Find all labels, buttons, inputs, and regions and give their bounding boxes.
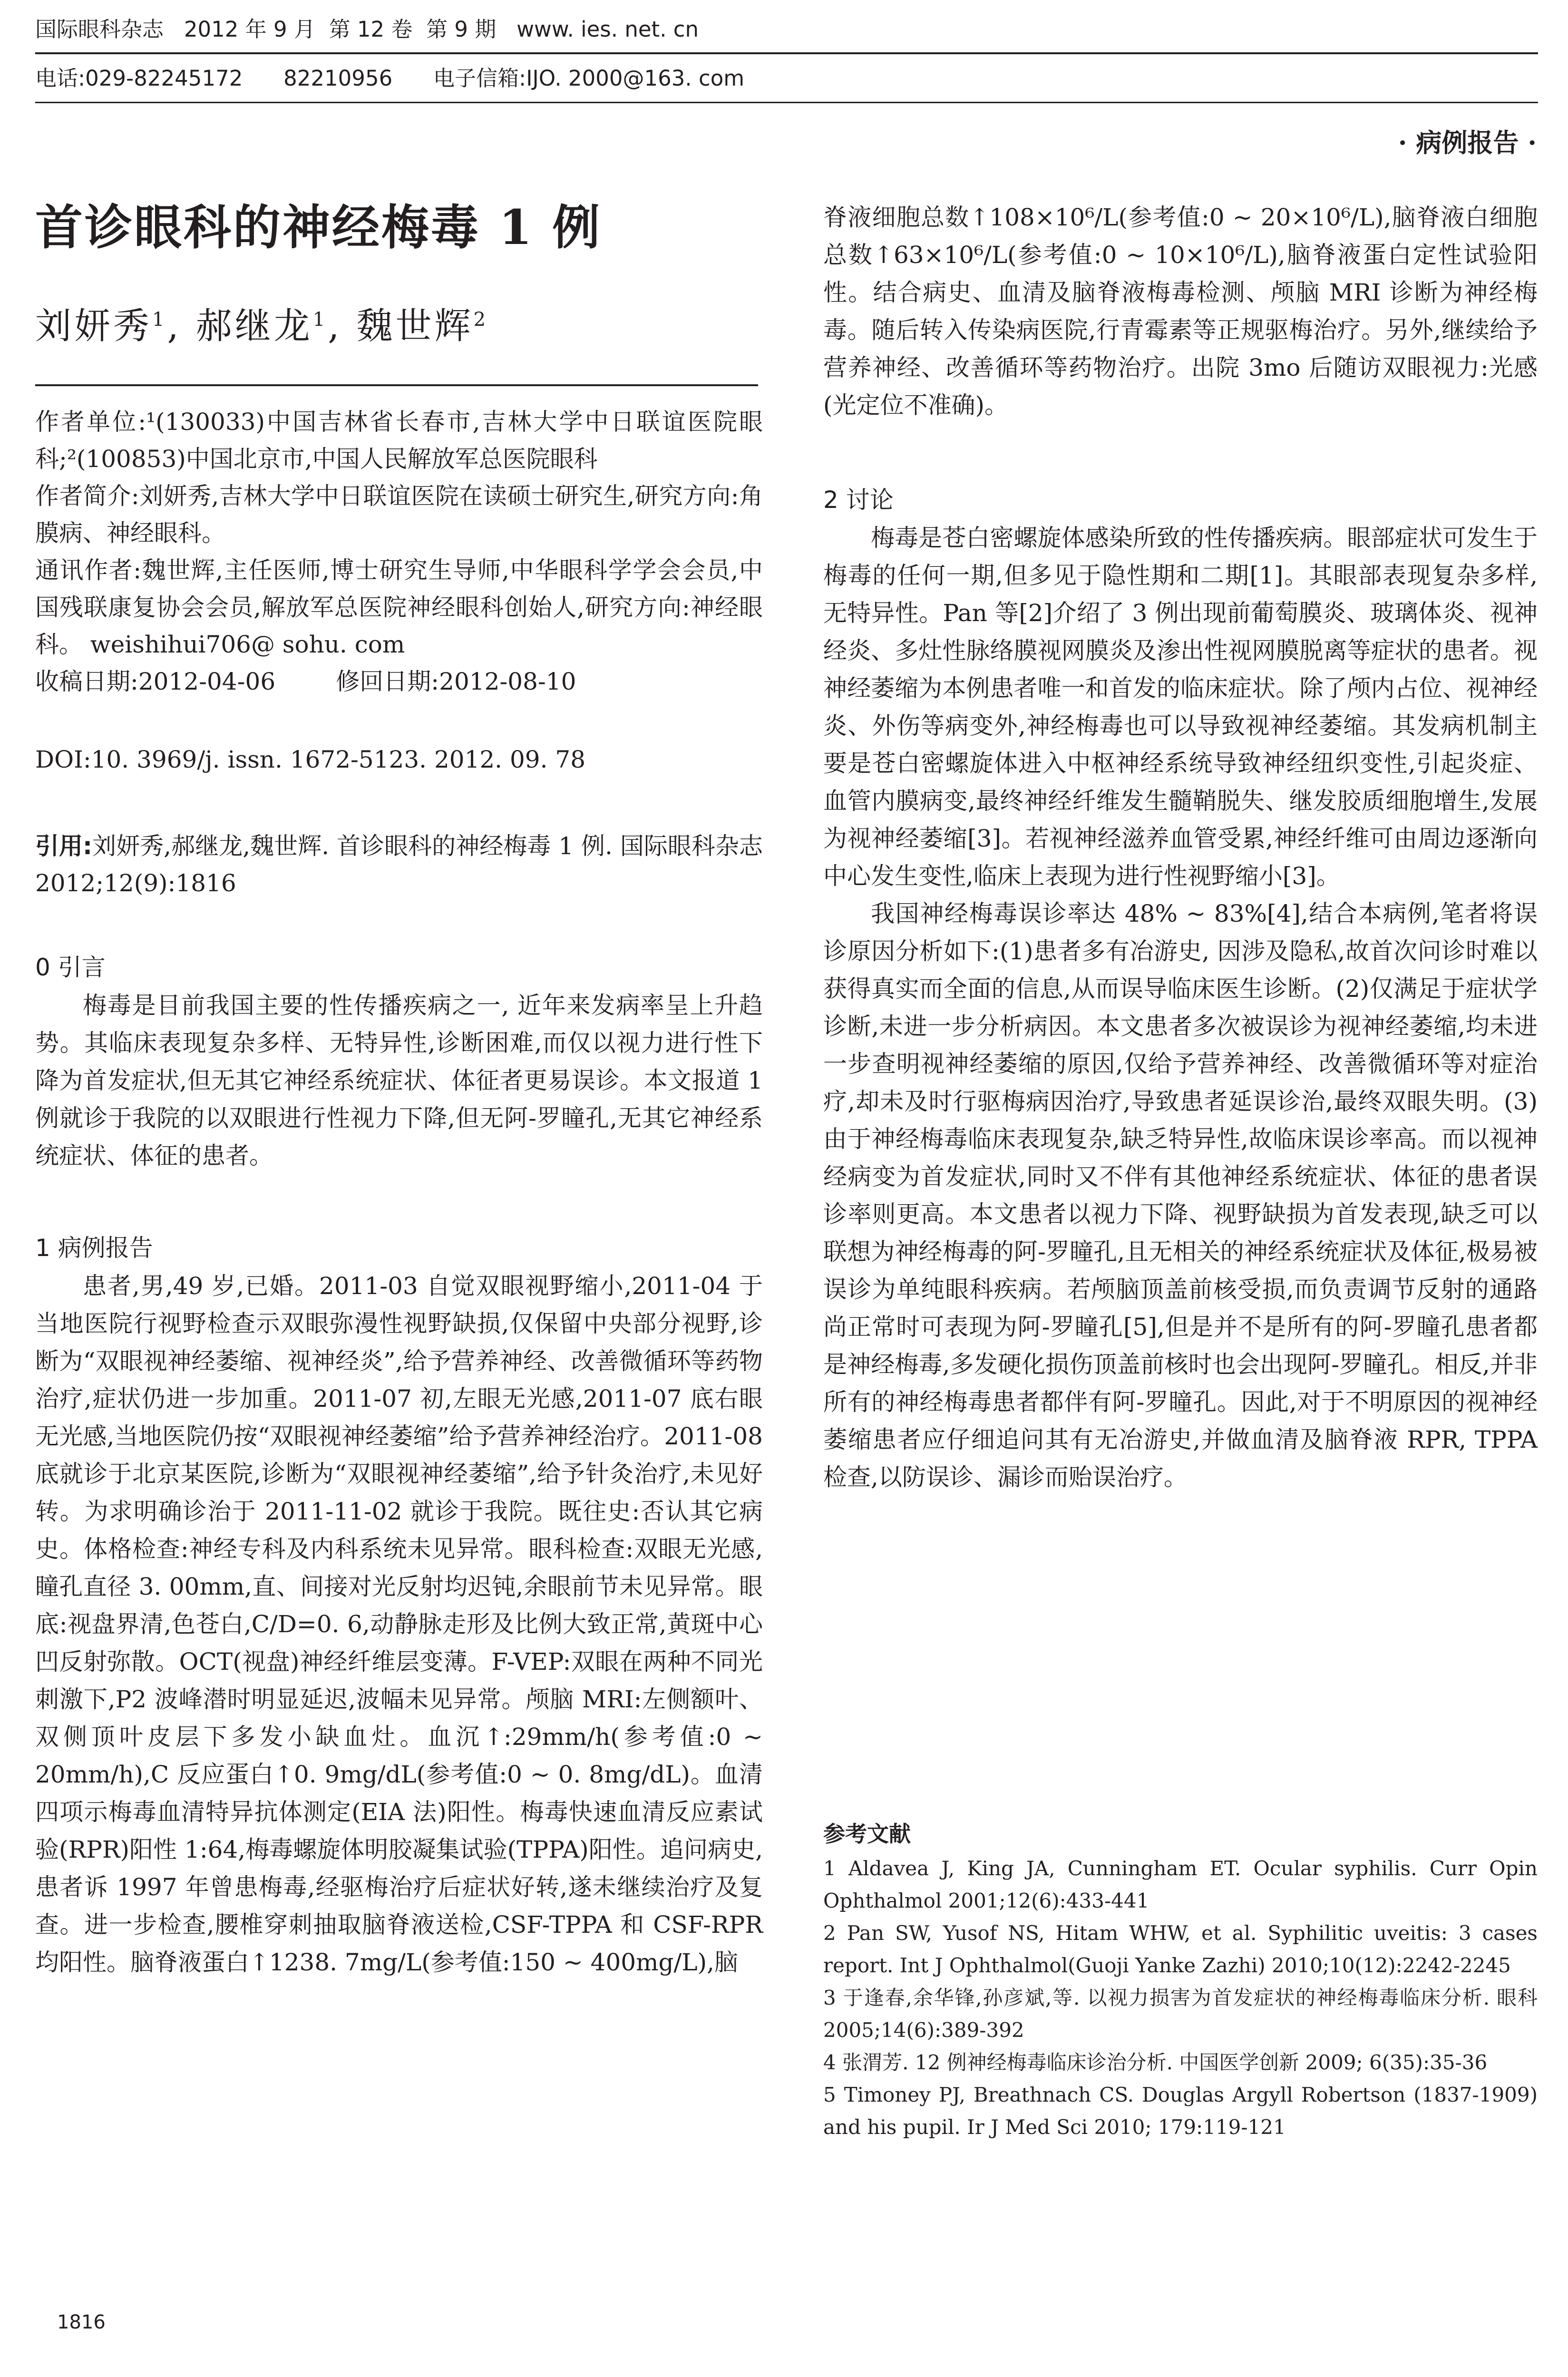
- intro-paragraph: 梅毒是目前我国主要的性传播疾病之一, 近年来发病率呈上升趋势。其临床表现复杂多样、无特异性,诊断困难,而仅以视力进行性下降为首发症状,但无其它神经系统症状、体征者更易误诊。本文报道 1 例就诊于我院的以双眼进行性视力下降,但无阿-罗瞳孔,无其它神经系统症状、体征的患者。: [35, 992, 763, 1169]
- reference-item: 2 Pan SW, Yusof NS, Hitam WHW, et al. Syphilitic uveitis: 3 cases report. Int J Ophthalmol(Guoji Yanke Zazhi) 2010;10(12):2242-2245: [823, 1921, 1538, 1977]
- author-affil-mark: 2: [473, 309, 489, 331]
- citation-text: 刘妍秀,郝继龙,魏世辉. 首诊眼科的神经梅毒 1 例. 国际眼科杂志 2012;12(9):1816: [35, 832, 763, 897]
- case-paragraph-left: 患者,男,49 岁,已婚。2011-03 自觉双眼视野缩小,2011-04 于当地医院行视野检查示双眼弥漫性视野缺损,仅保留中央部分视野,诊断为“双眼视神经萎缩、视神经炎”,给予营养神经、改善微循环等药物治疗,症状仍进一步加重。2011-07 初,左眼无光感,2011-07 底右眼无光感,当地医院仍按“双眼视神经萎缩”给予营养神经治疗。2011-08 底就诊于北京某医院,诊断为“双眼视神经萎缩”,给予针灸治疗,未见好转。为求明确诊治于 2011-11-02 就诊于我院。既往史:否认其它病史。体格检查:神经专科及内科系统未见异常。眼科检查:双眼无光感,瞳孔直径 3. 00mm,直、间接对光反射均迟钝,余眼前节未见异常。眼底:视盘界清,色苍白,C/D=0. 6,动静脉走形及比例大致正常,黄斑中心凹反射弥散。OCT(视盘)神经纤维层变薄。F-VEP:双眼在两种不同光刺激下,P2 波峰潜时明显延迟,波幅未见异常。颅脑 MRI:左侧额叶、双侧顶叶皮层下多发小缺血灶。血沉↑:29mm/h(参考值:0 ~ 20mm/h),C 反应蛋白↑0. 9mg/dL(参考值:0 ~ 0. 8mg/dL)。血清四项示梅毒血清特异抗体测定(EIA 法)阳性。梅毒快速血清反应素试验(RPR)阳性 1:64,梅毒螺旋体明胶凝集试验(TPPA)阳性。追问病史,患者诉 1997 年曾患梅毒,经驱梅治疗后症状好转,遂未继续治疗及复查。进一步检查,腰椎穿刺抽取脑脊液送检,CSF-TPPA 和 CSF-RPR 均阳性。脑脊液蛋白↑1238. 7mg/L(参考值:150 ~ 400mg/L),脑: [35, 1272, 763, 1976]
- affiliation: 作者单位:¹(130033)中国吉林省长春市,吉林大学中日联谊医院眼科;²(100853)中国北京市,中国人民解放军总医院眼科: [35, 408, 763, 473]
- reference-item: 4 张渭芳. 12 例神经梅毒临床诊治分析. 中国医学创新 2009; 6(35):35-36: [823, 2051, 1488, 2074]
- discussion-text: [823, 519, 1538, 1496]
- reference-list: [823, 1852, 1538, 2143]
- discussion-paragraph: 我国神经梅毒误诊率达 48% ~ 83%[4],结合本病例,笔者将误诊原因分析如下:(1)患者多有冶游史, 因涉及隐私,故首次问诊时难以获得真实而全面的信息,从而误导临床医生诊断。(2)仅满足于症状学诊断,未进一步分析病因。本文患者多次被误诊为视神经萎缩,均未进一步查明视神经萎缩的原因,仅给予营养神经、改善微循环等对症治疗,却未及时行驱梅病因治疗,导致患者延误诊治,最终双眼失明。(3)由于神经梅毒临床表现复杂,缺乏特异性,故临床误诊率高。而以视神经病变为首发症状,同时又不伴有其他神经系统症状、体征的患者误诊率则更高。本文患者以视力下降、视野缺损为首发表现,缺乏可以联想为神经梅毒的阿-罗瞳孔,且无相关的神经系统症状及体征,极易被误诊为单纯眼科疾病。若颅脑顶盖前核受损,而负责调节反射的通路尚正常时可表现为阿-罗瞳孔[5],但是并不是所有的阿-罗瞳孔患者都是神经梅毒,多发硬化损伤顶盖前核时也会出现阿-罗瞳孔。相反,并非所有的神经梅毒患者都伴有阿-罗瞳孔。因此,对于不明原因的视神经萎缩患者应仔细追问其有无冶游史,并做血清及脑脊液 RPR, TPPA 检查,以防误诊、漏诊而贻误治疗。: [823, 900, 1538, 1491]
- references-heading: 参考文献: [823, 1821, 911, 1847]
- author-name: 魏世辉: [356, 304, 474, 347]
- discussion-paragraph: 梅毒是苍白密螺旋体感染所致的性传播疾病。眼部症状可发生于梅毒的任何一期,但多见于隐性期和二期[1]。其眼部表现复杂多样,无特异性。Pan 等[2]介绍了 3 例出现前葡萄膜炎、玻璃体炎、视神经炎、多灶性脉络膜视网膜炎及渗出性视网膜脱离等症状的患者。视神经萎缩为本例患者唯一和首发的临床症状。除了颅内占位、视神经炎、外伤等病变外,神经梅毒也可以导致视神经萎缩。其发病机制主要是苍白密螺旋体进入中枢神经系统导致神经纽织变性,引起炎症、血管内膜病变,最终神经纤维发生髓鞘脱失、继发胶质细胞增生,发展为视神经萎缩[3]。若视神经滋养血管受累,神经纤维可由周边逐渐向中心发生变性,临床上表现为进行性视野缩小[3]。: [823, 524, 1538, 890]
- author-name: 郝继龙: [195, 304, 313, 347]
- discussion-heading: 2 讨论: [823, 486, 894, 514]
- reference-item: 1 Aldavea J, King JA, Cunningham ET. Ocular syphilis. Curr Opin Ophthalmol 2001;12(6):433-441: [823, 1857, 1538, 1912]
- corresponding-author: 通讯作者:魏世辉,主任医师,博士研究生导师,中华眼科学学会会员,中国残联康复协会会员,解放军总医院神经眼科创始人,研究方向:神经眼科。 weishihui706@ sohu. com: [35, 556, 763, 658]
- author-name: 刘妍秀: [35, 304, 152, 347]
- title-rule: [35, 384, 758, 386]
- header-rule: [35, 52, 1538, 54]
- header-rule-bottom: [35, 102, 1538, 103]
- reference-item: 3 于逢春,余华锋,孙彦斌,等. 以视力损害为首发症状的神经梅毒临床分析. 眼科 2005;14(6):389-392: [823, 1986, 1538, 2042]
- case-paragraph-right: 脊液细胞总数↑108×10⁶/L(参考值:0 ~ 20×10⁶/L),脑脊液白细胞总数↑63×10⁶/L(参考值:0 ~ 10×10⁶/L),脑脊液蛋白定性试验阳性。结合病史、血清及脑脊液梅毒检测、颅脑 MRI 诊断为神经梅毒。随后转入传染病医院,行青霉素等正规驱梅治疗。另外,继续给予营养神经、改善循环等药物治疗。出院 3mo 后随访双眼视力:光感(光定位不准确)。: [823, 204, 1538, 419]
- author-list: 刘妍秀$^1$, 郝继龙$^1$, 魏世辉$^2$: [35, 304, 489, 347]
- journal-header-line2: 电话:029-82245172 82210956 电子信箱:IJO. 2000@163. com: [35, 66, 745, 91]
- doi: DOI:10. 3969/j. issn. 1672-5123. 2012. 09. 78: [35, 746, 586, 773]
- author-intro: 作者简介:刘妍秀,吉林大学中日联谊医院在读硕士研究生,研究方向:角膜病、神经眼科。: [35, 482, 763, 547]
- received-date: 收稿日期:2012-04-06: [35, 668, 276, 695]
- reference-item: 5 Timoney PJ, Breathnach CS. Douglas Argyll Robertson (1837-1909) and his pupil. Ir J Med Sci 2010; 179:119-121: [823, 2083, 1538, 2139]
- journal-header-line1: 国际眼科杂志 2012 年 9 月 第 12 卷 第 9 期 www. ies. net. cn: [35, 17, 699, 42]
- article-title: 首诊眼科的神经梅毒 1 例: [35, 199, 602, 255]
- revised-date: 修回日期:2012-08-10: [336, 668, 576, 695]
- citation: [35, 828, 763, 902]
- case-heading: 1 病例报告: [35, 1234, 153, 1262]
- author-affil-mark: 1: [312, 309, 328, 331]
- page-number: 1816: [57, 2311, 106, 2333]
- dates: [35, 663, 763, 700]
- intro-heading: 0 引言: [35, 954, 106, 981]
- article-meta: [35, 403, 763, 700]
- section-tag: · 病例报告 ·: [1398, 127, 1537, 158]
- author-affil-mark: 1: [152, 309, 167, 331]
- citation-label: 引用:: [35, 832, 93, 860]
